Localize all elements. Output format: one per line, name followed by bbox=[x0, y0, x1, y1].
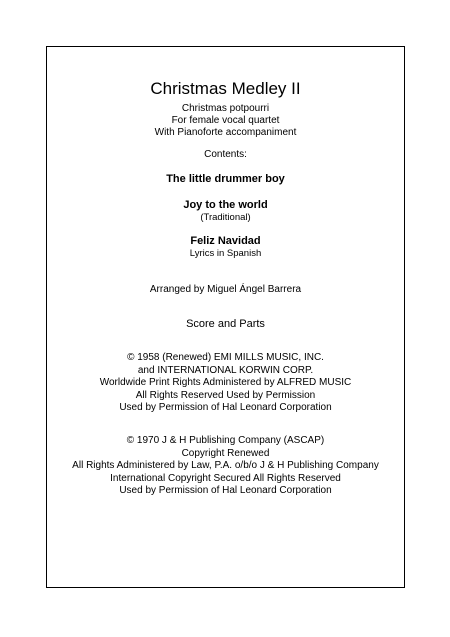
copyright-1-line-2: and INTERNATIONAL KORWIN CORP. bbox=[137, 364, 314, 376]
copyright-block-1 bbox=[47, 352, 404, 415]
song-note-feliz-navidad: Lyrics in Spanish bbox=[189, 248, 262, 259]
subtitle-line-3: With Pianoforte accompaniment bbox=[154, 127, 297, 138]
copyright-2-line-5: Used by Permission of Hal Leonard Corporation bbox=[119, 485, 332, 496]
copyright-2-line-3: All Rights Administered by Law, P.A. o/b/o J & H Publishing Company bbox=[72, 460, 379, 471]
song-title-feliz-navidad: Feliz Navidad bbox=[190, 235, 261, 247]
title-page-frame bbox=[46, 46, 405, 588]
copyright-1-line-1: © 1958 (Renewed) EMI MILLS MUSIC, INC. bbox=[127, 352, 324, 363]
copyright-block-2 bbox=[47, 435, 404, 498]
song-title-joy-to-the-world: Joy to the world bbox=[183, 199, 268, 211]
document-title: Christmas Medley II bbox=[150, 79, 301, 98]
copyright-2-line-2: Copyright Renewed bbox=[181, 447, 270, 459]
copyright-1-line-4: All Rights Reserved Used by Permission bbox=[135, 389, 316, 401]
song-note-joy-to-the-world: (Traditional) bbox=[200, 212, 251, 223]
contents-label: Contents: bbox=[204, 149, 247, 160]
copyright-1-line-3: Worldwide Print Rights Administered by ALFRED MUSIC bbox=[99, 377, 352, 388]
copyright-2-line-4: International Copyright Secured All Rights Reserved bbox=[110, 472, 341, 484]
subtitle-line-1: Christmas potpourri bbox=[181, 103, 270, 114]
subtitle-line-2: For female vocal quartet bbox=[171, 115, 280, 126]
copyright-2-line-1: © 1970 J & H Publishing Company (ASCAP) bbox=[126, 435, 325, 446]
score-and-parts-label: Score and Parts bbox=[186, 318, 265, 330]
arranger-credit: Arranged by Miguel Ángel Barrera bbox=[149, 284, 302, 295]
copyright-1-line-5: Used by Permission of Hal Leonard Corporation bbox=[119, 402, 332, 413]
song-title-drummer-boy: The little drummer boy bbox=[166, 173, 285, 185]
